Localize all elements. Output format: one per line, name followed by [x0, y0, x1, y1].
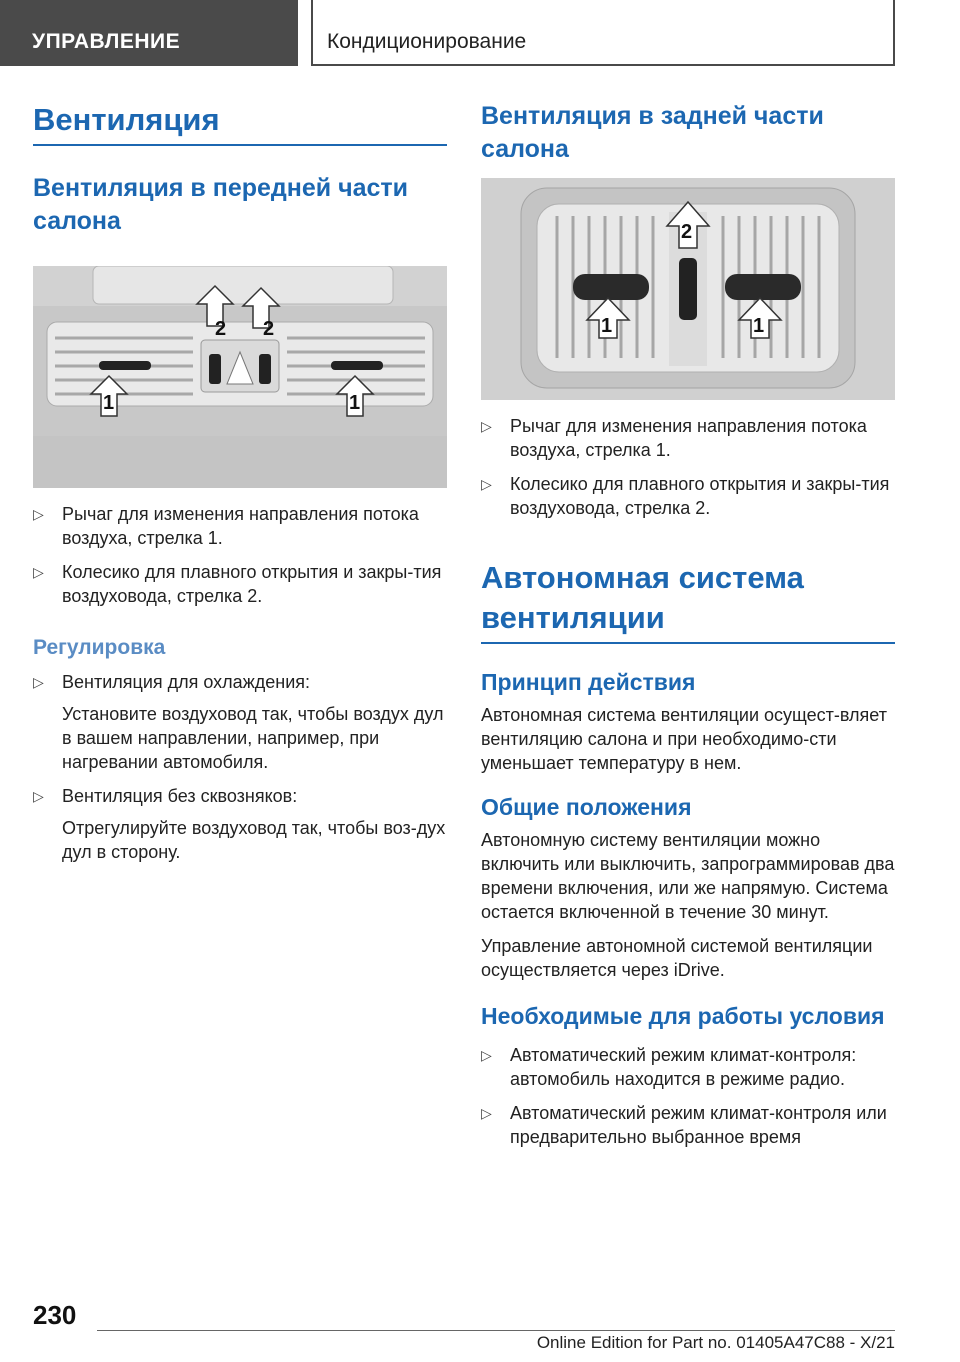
triangle-right-outline-icon: ▷	[481, 476, 492, 492]
bullet-text: Автоматический режим климат-контроля или предварительно выбранное время	[510, 1103, 887, 1147]
list-item	[33, 502, 447, 550]
triangle-right-outline-icon: ▷	[33, 564, 44, 580]
front-figure-label-1b: 1	[349, 392, 361, 414]
triangle-right-outline-icon: ▷	[481, 1105, 492, 1121]
footer-divider	[97, 1330, 895, 1331]
bullet-text: Колесико для плавного открытия и закры-тия воздуховода, стрелка 2.	[510, 474, 890, 518]
list-item	[481, 414, 895, 462]
heading-conditions: Необходимые для работы условия	[481, 1003, 885, 1029]
section-label: УПРАВЛЕНИЕ	[0, 0, 298, 66]
rear-figure-label-1b: 1	[753, 315, 765, 337]
page-number: 230	[33, 1300, 77, 1330]
section-title-ventilation: Вентиляция	[33, 100, 447, 146]
principle-text: Автономная система вентиляции осущест-вляет вентиляцию салона и при необходимо-сти уменьшает температуру в нем.	[481, 705, 887, 773]
list-item	[33, 784, 447, 808]
heading-front-ventilation: Вентиляция в передней части салона	[33, 174, 409, 235]
bullet-detail: Отрегулируйте воздуховод так, чтобы воз-дух дул в сторону.	[62, 818, 446, 862]
rear-vents-illustration	[481, 178, 895, 400]
triangle-right-outline-icon: ▷	[33, 674, 44, 690]
right-column	[481, 100, 895, 1149]
heading-adjustment: Регулировка	[33, 636, 166, 659]
front-vents-figure	[33, 266, 447, 488]
list-item	[481, 1043, 895, 1091]
topic-label: Кондиционирование	[311, 0, 895, 66]
rear-figure-label-2: 2	[681, 221, 693, 243]
page-header	[0, 0, 960, 66]
triangle-right-outline-icon: ▷	[33, 788, 44, 804]
general-text-2: Управление автономной системой вентиляции осуществляется через iDrive.	[481, 936, 873, 980]
list-item	[33, 670, 447, 694]
front-figure-label-2a: 2	[215, 318, 227, 340]
list-item	[481, 1101, 895, 1149]
rear-figure-label-1a: 1	[601, 315, 613, 337]
bullet-text: Вентиляция без сквозняков:	[62, 786, 298, 806]
front-figure-label-1a: 1	[103, 392, 115, 414]
bullet-detail: Установите воздуховод так, чтобы воздух дул в вашем направлении, например, при нагревании автомобиля.	[62, 704, 444, 772]
front-figure-label-2b: 2	[263, 318, 275, 340]
section-title-auto-ventilation: Автономная система вентиляции	[481, 558, 895, 644]
triangle-right-outline-icon: ▷	[481, 418, 492, 434]
heading-rear-ventilation: Вентиляция в задней части салона	[481, 102, 824, 163]
bullet-text: Рычаг для изменения направления потока воздуха, стрелка 1.	[62, 504, 419, 548]
list-item	[481, 472, 895, 520]
front-vents-illustration	[33, 266, 447, 488]
list-item	[33, 560, 447, 608]
bullet-text: Колесико для плавного открытия и закры-тия воздуховода, стрелка 2.	[62, 562, 442, 606]
heading-principle: Принцип действия	[481, 669, 696, 695]
heading-general: Общие положения	[481, 794, 692, 820]
bullet-text: Вентиляция для охлаждения:	[62, 672, 310, 692]
rear-vents-figure	[481, 178, 895, 400]
left-column	[33, 100, 447, 864]
bullet-text: Рычаг для изменения направления потока воздуха, стрелка 1.	[510, 416, 867, 460]
bullet-text: Автоматический режим климат-контроля: автомобиль находится в режиме радио.	[510, 1045, 857, 1089]
triangle-right-outline-icon: ▷	[481, 1047, 492, 1063]
general-text-1: Автономную систему вентиляции можно включить или выключить, запрограммировав два времени включения, или же напрямую. Система остается включенной в течение 30 минут.	[481, 830, 895, 922]
triangle-right-outline-icon: ▷	[33, 506, 44, 522]
edition-note: Online Edition for Part no. 01405A47C88 - X/21	[536, 1333, 895, 1352]
